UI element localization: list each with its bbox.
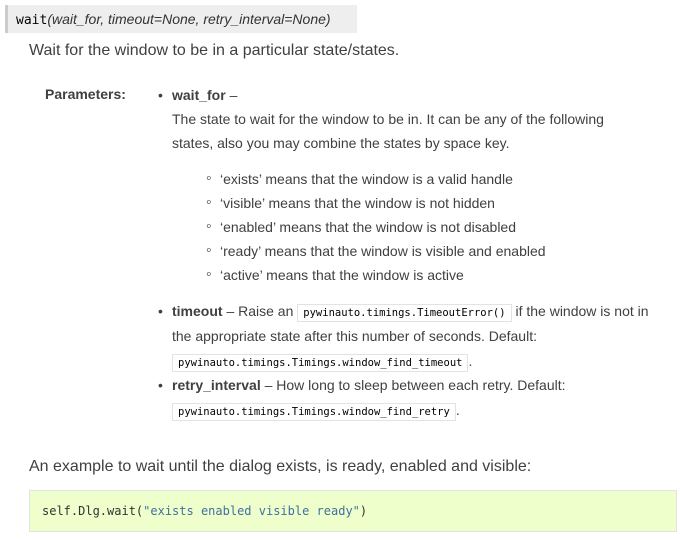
param-wait-for-desc-line1: The state to wait for the window to be in. It can be any of the following — [172, 111, 604, 127]
timeout-error-code: pywinauto.timings.TimeoutError() — [297, 304, 511, 322]
code-suffix: ) — [359, 504, 368, 518]
param-retry-interval-default — [172, 398, 460, 424]
param-sep: – — [225, 87, 238, 103]
state-item: ◦ ‘active’ means that the window is active — [220, 263, 464, 287]
parameters-label: Parameters: — [45, 86, 126, 102]
function-name: wait — [16, 13, 48, 28]
param-wait-for-desc-line2: states, also you may combine the states by space key. — [172, 135, 510, 151]
param-name-timeout: timeout — [172, 303, 223, 319]
function-description: Wait for the window to be in a particular state/states. — [29, 42, 400, 59]
param-timeout — [172, 299, 649, 325]
retry-interval-default-code: pywinauto.timings.Timings.window_find_retry — [172, 403, 456, 421]
code-example — [29, 490, 677, 532]
param-name-retry-interval: retry_interval — [172, 377, 261, 393]
param-timeout-pre: – Raise an — [222, 303, 298, 319]
param-wait-for — [172, 83, 237, 107]
param-timeout-default — [172, 349, 472, 375]
timeout-default-code: pywinauto.timings.Timings.window_find_timeout — [172, 354, 468, 372]
param-retry-interval — [172, 373, 566, 397]
code-string: "exists enabled visible ready" — [143, 504, 360, 518]
function-signature — [5, 5, 357, 33]
code-prefix: self.Dlg.wait( — [42, 504, 144, 518]
state-item: ◦ ‘ready’ means that the window is visible and enabled — [220, 239, 546, 263]
state-item: ◦ ‘visible’ means that the window is not hidden — [220, 191, 495, 215]
function-params: (wait_for, timeout=None, retry_interval=None) — [47, 11, 331, 27]
state-item: ◦ ‘exists’ means that the window is a valid handle — [220, 167, 513, 191]
param-timeout-post: if the window is not in — [511, 303, 649, 319]
param-retry-interval-desc: – How long to sleep between each retry. Default: — [260, 377, 566, 393]
param-name-wait-for: wait_for — [172, 87, 226, 103]
period: . — [455, 402, 460, 418]
param-timeout-desc-line2: the appropriate state after this number of seconds. Default: — [172, 328, 537, 344]
period: . — [468, 353, 473, 369]
example-intro: An example to wait until the dialog exists, is ready, enabled and visible: — [29, 458, 532, 475]
state-item: ◦ ‘enabled’ means that the window is not disabled — [220, 215, 516, 239]
